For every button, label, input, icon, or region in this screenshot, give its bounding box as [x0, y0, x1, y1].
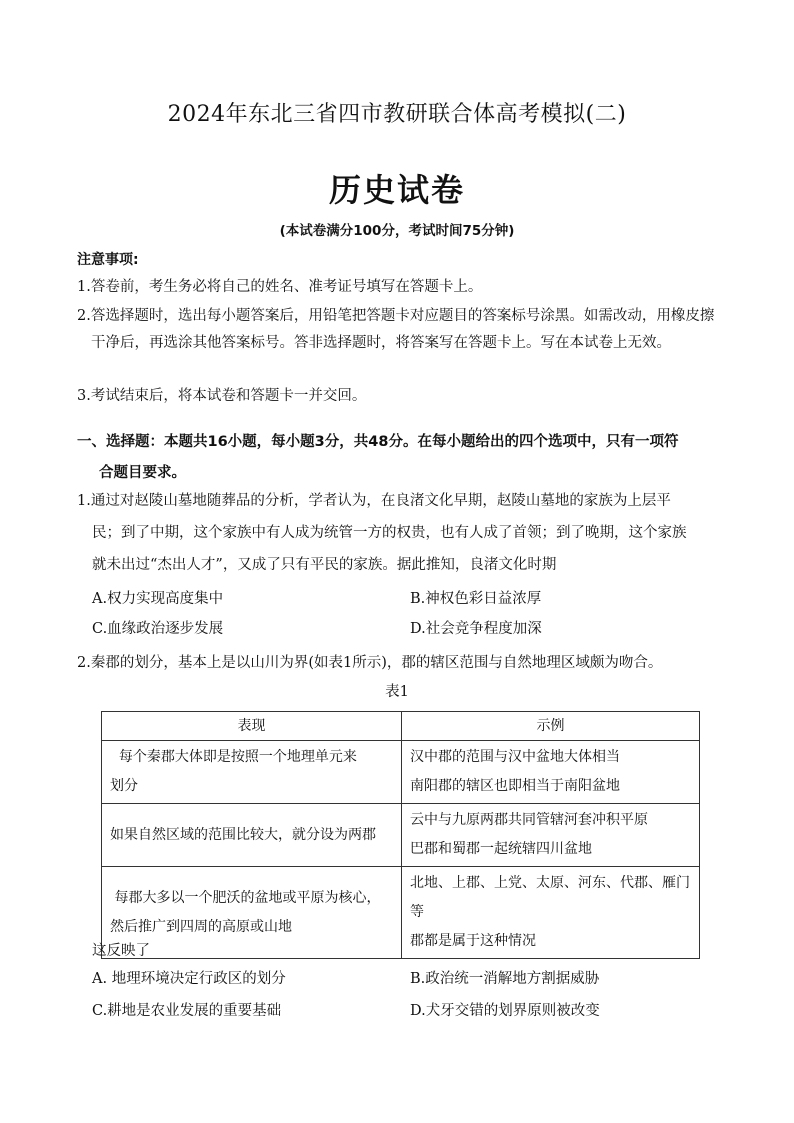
- table-caption: 表1: [385, 684, 409, 700]
- cell-line: 南阳郡的辖区也即相当于南阳盆地: [410, 778, 620, 794]
- question-1-option-b[interactable]: B.神权色彩日益浓厚: [410, 591, 542, 607]
- note-item-3: 3.考试结束后，将本试卷和答题卡一并交回。: [77, 388, 367, 404]
- cell-line: 每郡大多以一个肥沃的盆地或平原为核心，: [110, 889, 381, 906]
- question-2-option-b[interactable]: B.政治统一消解地方割据威胁: [410, 971, 600, 987]
- question-2-option-c[interactable]: C.耕地是农业发展的重要基础: [92, 1003, 282, 1019]
- table-cell: [402, 741, 700, 804]
- question-1-line-2: 民；到了中期，这个家族中有人成为统管一方的权贵，也有人成了首领；到了晚期，这个家族: [92, 525, 687, 541]
- cell-line: 如果自然区域的范围比较大，就分设为两郡: [110, 826, 376, 843]
- cell-line: 云中与九原两郡共同管辖河套冲积平原: [410, 812, 648, 828]
- cell-line: 汉中郡的范围与汉中盆地大体相当: [410, 749, 620, 765]
- question-2-option-a[interactable]: A. 地理环境决定行政区的划分: [92, 971, 286, 987]
- question-2-prompt: [77, 935, 728, 967]
- cell-line: 郡都是属于这种情况: [410, 933, 536, 949]
- question-1-option-a[interactable]: A.权力实现高度集中: [92, 591, 224, 607]
- section-heading-line-1: 一、选择题：本题共16小题，每小题3分，共48分。在每小题给出的四个选项中，只有一项符: [77, 434, 679, 450]
- table-header-cell: 表现: [102, 712, 402, 741]
- cell-line: 巴郡和蜀郡一起统辖四川盆地: [410, 841, 592, 857]
- note-item-2: 2.答选择题时，选出每小题答案后，用铅笔把答题卡对应题目的答案标号涂黑。如需改动，用橡皮擦干净后，再选涂其他答案标号。答非选择题时，将答案写在答题卡上。写在本试卷上无效。: [77, 308, 715, 351]
- exam-info: (本试卷满分100分，考试时间75分钟): [279, 223, 515, 239]
- section-heading-line-2: 合题目要求。: [99, 465, 186, 481]
- table-cell: [102, 741, 402, 804]
- question-1-option-d[interactable]: D.社会竞争程度加深: [410, 621, 542, 637]
- question-1-line-1: 1.通过对赵陵山墓地随葬品的分析，学者认为，在良渚文化早期，赵陵山墓地的家族为上层平: [77, 493, 671, 509]
- subject-title: 历史试卷: [328, 171, 465, 209]
- table-header-cell: 示例: [402, 712, 700, 741]
- question-2-option-d[interactable]: D.犬牙交错的划界原则被改变: [410, 1003, 600, 1019]
- question-2-stem: 2.秦郡的划分，基本上是以山川为界(如表1所示)，郡的辖区范围与自然地理区域颇为吻合。: [77, 655, 663, 671]
- question-2-prompt-text: 这反映了: [92, 943, 150, 959]
- table-cell: [402, 804, 700, 867]
- notes-heading: 注意事项:: [77, 252, 139, 268]
- question-1-stem: [77, 485, 713, 581]
- cell-line: 然后推广到四周的高原或山地: [110, 918, 292, 935]
- region-table: [101, 711, 700, 959]
- table-row: [102, 741, 700, 804]
- cell-line: 每个秦郡大体即是按照一个地理单元来: [110, 749, 357, 765]
- question-1-line-3: 就未出过“杰出人才”，又成了只有平民的家族。据此推知，良渚文化时期: [92, 557, 557, 573]
- question-1-option-c[interactable]: C.血缘政治逐步发展: [92, 621, 224, 637]
- cell-line: 划分: [110, 778, 138, 794]
- section-heading: [77, 427, 713, 489]
- table-cell: [102, 804, 402, 867]
- table-header-row: [102, 712, 700, 741]
- exam-title: 2024年东北三省四市教研联合体高考模拟(二): [167, 102, 627, 127]
- note-item-1: 1.答卷前，考生务必将自己的姓名、准考证号填写在答题卡上。: [77, 279, 483, 295]
- cell-line: 北地、上郡、上党、太原、河东、代郡、雁门等: [410, 875, 690, 920]
- table-row: [102, 804, 700, 867]
